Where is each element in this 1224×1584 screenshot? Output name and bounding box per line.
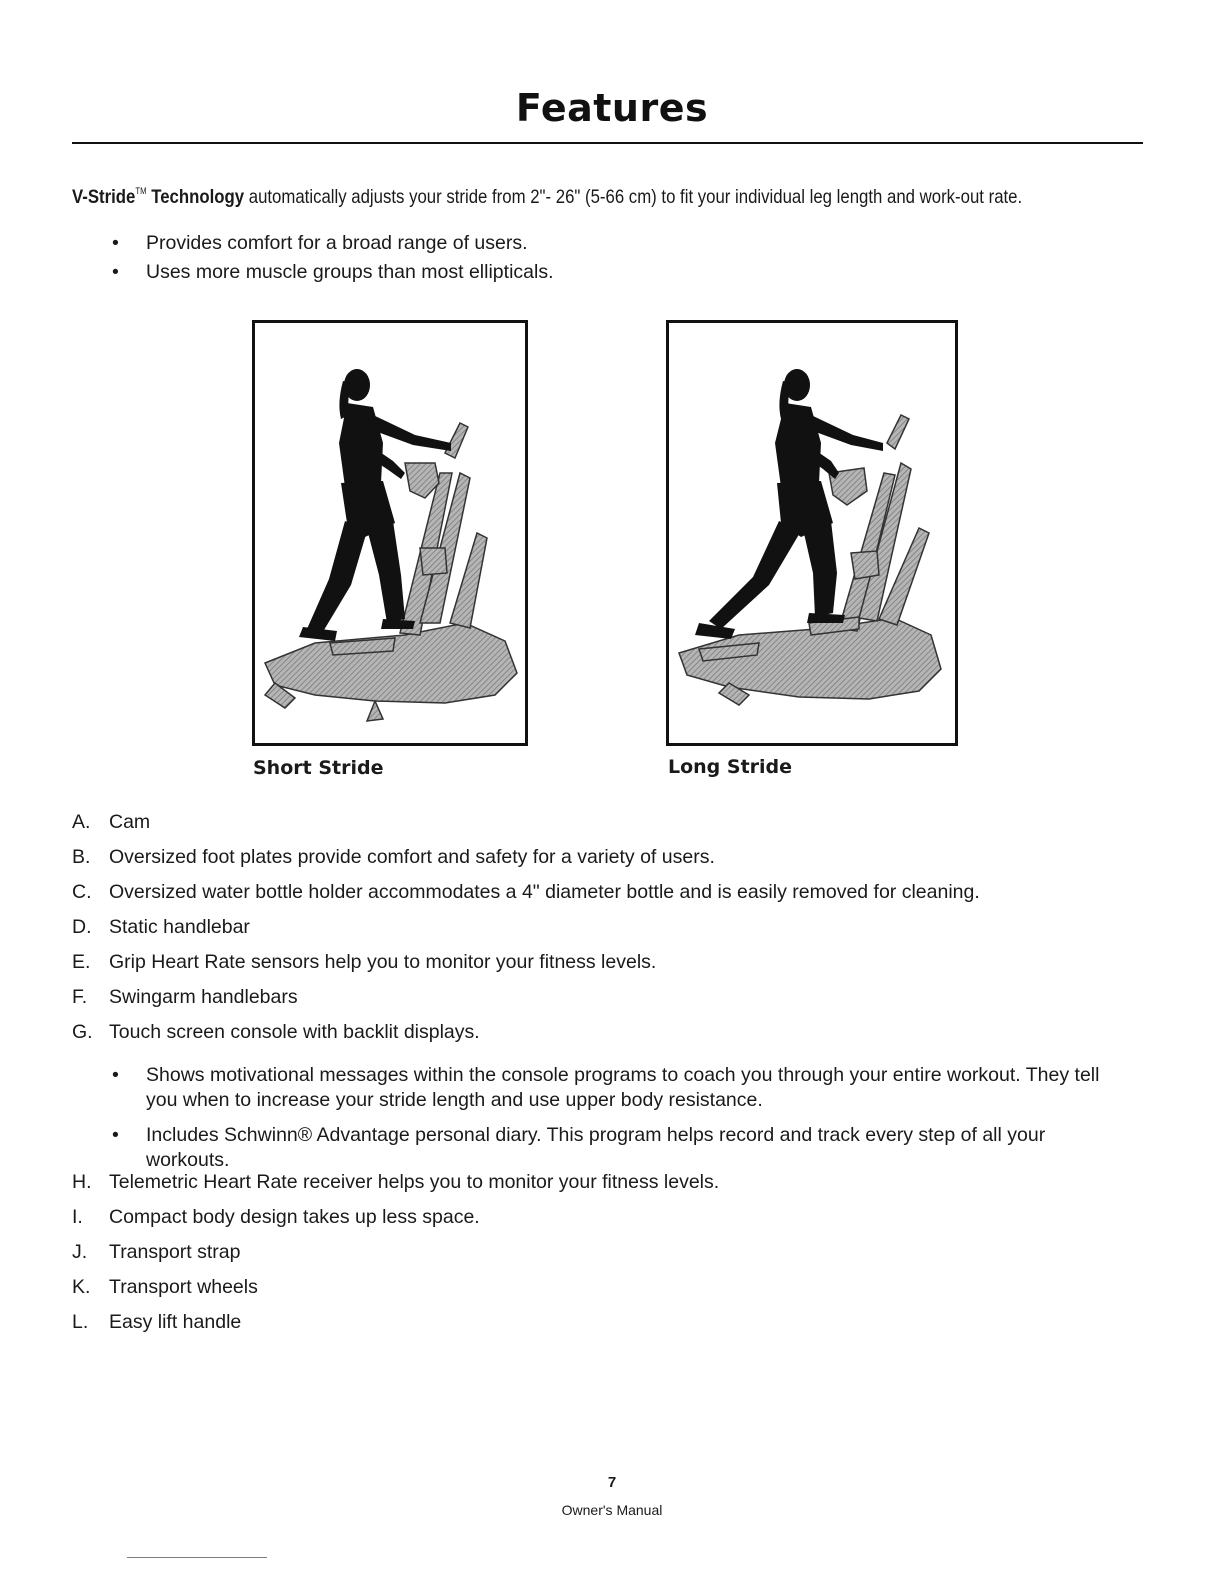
- list-item: C. Oversized water bottle holder accommodates a 4" diameter bottle and is easily removed for cleaning.: [72, 881, 980, 903]
- intro-lead: V-Stride™ Technology: [72, 186, 245, 208]
- list-item: D. Static handlebar: [72, 916, 250, 938]
- list-item: B. Oversized foot plates provide comfort and safety for a variety of users.: [72, 846, 715, 868]
- intro-bullet-list: [112, 229, 1152, 287]
- trademark-mark: TM: [135, 186, 147, 196]
- list-item: A. Cam: [72, 811, 151, 833]
- list-item: G. Touch screen console with backlit displays.: [72, 1021, 480, 1043]
- intro-text: automatically adjusts your stride from 2"- 26" (5-66 cm) to fit your individual leg length and work-out rate.: [248, 186, 1023, 208]
- page-number: 7: [607, 1474, 617, 1491]
- feature-list-a-g: [72, 810, 1152, 1055]
- console-bullet-list: [112, 1063, 1122, 1183]
- list-item: • Provides comfort for a broad range of users.: [112, 232, 528, 254]
- list-item: F. Swingarm handlebars: [72, 986, 298, 1008]
- list-item: H. Telemetric Heart Rate receiver helps you to monitor your fitness levels.: [72, 1171, 720, 1193]
- page-title: Features: [515, 86, 709, 130]
- footer-link-line: [127, 1557, 267, 1558]
- list-item: I. Compact body design takes up less space.: [72, 1206, 480, 1228]
- list-item: L. Easy lift handle: [72, 1311, 242, 1333]
- list-item: • Shows motivational messages within the console programs to coach you through your entire workout. They tell you when to increase your stride length and use upper body resistance.: [112, 1064, 1100, 1111]
- short-stride-caption: Short Stride: [253, 757, 384, 779]
- long-stride-caption: Long Stride: [668, 756, 793, 778]
- footer-label: Owner's Manual: [561, 1502, 663, 1518]
- list-item: • Uses more muscle groups than most ellipticals.: [112, 261, 554, 283]
- long-stride-illustration: [666, 320, 958, 746]
- title-divider: [72, 142, 1143, 144]
- feature-list-h-l: [72, 1170, 1152, 1345]
- list-item: E. Grip Heart Rate sensors help you to monitor your fitness levels.: [72, 951, 657, 973]
- intro-paragraph: [72, 186, 1023, 209]
- short-stride-illustration: [252, 320, 528, 746]
- list-item: J. Transport strap: [72, 1241, 241, 1263]
- list-item: • Includes Schwinn® Advantage personal diary. This program helps record and track every step of all your workouts.: [112, 1124, 1046, 1171]
- list-item: K. Transport wheels: [72, 1276, 258, 1298]
